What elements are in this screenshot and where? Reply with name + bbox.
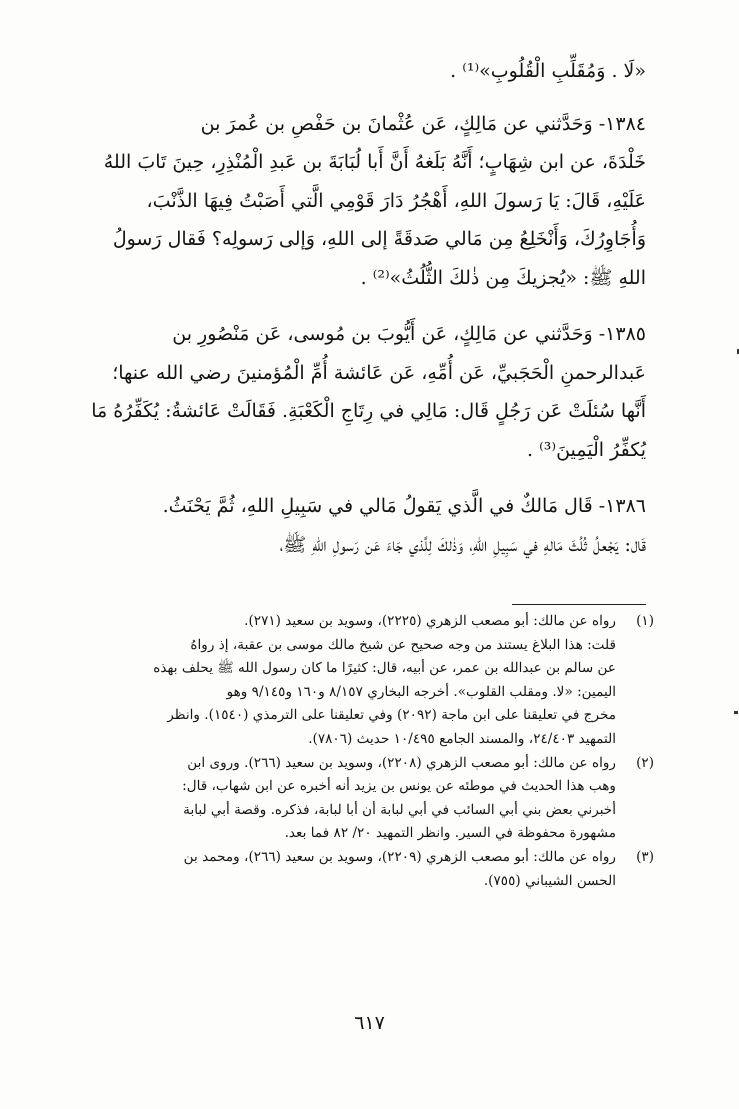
text-line: خَلْدَةَ، عن ابن شِهَابٍ؛ أَنَّهُ بَلَغهُ أَنَّ أَبا لُبَابَةَ بن عَبدِ الْمُنْذِرِ، حِينَ تَابَ اللهُ (103, 151, 646, 173)
footnote-number: (٣) (636, 848, 654, 865)
footnote-number: (٢) (636, 754, 654, 771)
text-line: ١٣٨٦- قَال مَالكٌ في الَّذي يَقولُ مَالي في سَبِيلِ اللهِ، ثُمَّ يَحْنَثُ. (162, 495, 646, 517)
text-line: عَلَيْهِ، قَالَ: يَا رَسولَ اللهِ، أَهْجُرُ دَارَ قَوْمِي الَّتي أَصَبْتُ فِيهَا الذَّنْبَ، (146, 189, 646, 212)
paragraph-1385 (84, 315, 646, 469)
footnote-line: قلت: هذا البلاغ يستند من وجه صحيح عن شيخ مالك موسى بن عقبة، إذ رواهُ (190, 636, 616, 653)
footnote-line: عن سالم بن عبدالله بن عمر، عن أبيه، قال: كثيرًا ما كان رسول الله ﷺ يحلف بهذه (153, 660, 616, 677)
text-line: «لَا . وَمُقَلِّبِ الْقُلُوبِ»⁽¹⁾ . (450, 60, 646, 82)
footnote-line: اليمين: «لا. ومقلب القلوب». أخرجه البخاري ٨/١٥٧ و١٦٠ و٩/١٤٥ وهو (226, 683, 616, 700)
footnote-divider (512, 604, 646, 605)
text-line: يُكفِّرُ الْيَمِينَ⁽³⁾ . (527, 438, 646, 461)
text-line: عَبدالرحمنِ الْحَجَبيِّ، عَن أُمِّهِ، عَن عَائشة أُمِّ الْمُؤمنينَ رضي الله عنها؛ (112, 361, 646, 384)
footnote-1 (94, 610, 654, 752)
text-line: ١٣٨٥- وَحَدَّثني عن مَالِكٍ، عَن أَيُّوبَ بن مُوسى، عَن مَنْصُورِ بن (172, 323, 646, 345)
footnote-3 (94, 846, 654, 893)
footnote-line: التمهيد ٢٤/٤٠٣، والمسند الجامع ١٠/٤٩٥ حديث (٧٨٠٦). (308, 730, 616, 747)
text-line: وَأُجَاوِرُكَ، وَأَنْخَلِعُ مِن مَالي صَدقَةً إلى اللهِ، وَإلى رَسولِه؟ فَقال رَسولُ (112, 228, 646, 250)
footnotes (94, 610, 654, 893)
footnote-line: أخبرني بعض بني أبي السائب في أبي لبابة أن أبا لبابة، فذكره. وقصة أبي لبابة (183, 801, 616, 818)
footnote-line: رواه عن مالك: أبو مصعب الزهري (٢٢٠٩)، وسويد بن سعيد (٢٦٦)، ومحمد بن (183, 848, 616, 865)
page-number: ٦١٧ (354, 1012, 385, 1034)
text-line: ١٣٨٤- وَحَدَّثني عن مَالِكٍ، عَن عُثْمانَ بن حَفْصِ بن عُمرَ بن (200, 112, 646, 135)
footnote-line: مشهورة محفوظة في السير. وانظر التمهيد ٢٠/ ٨٢ فما بعد. (284, 825, 616, 842)
footnote-line: الحسن الشيباني (٧٥٥). (483, 872, 616, 889)
text-line: قَال: يَجْعلُ ثُلُثَ مَالهِ في سَبِيلِ اللهِ، وَذٰلكَ لِلَّذي جَاءَ عَن رَسولِ اللهِ ﷺ، (279, 533, 646, 556)
footnote-line: رواه عن مالك: أبو مصعب الزهري (٢٢٠٨)، وسويد بن سعيد (٢٦٦). وروى ابن (187, 754, 616, 771)
paragraph-1384 (84, 105, 646, 298)
paragraph-continuation (84, 52, 646, 91)
footnote-text (94, 752, 616, 846)
text-line: أَنَّها سُئلَتْ عَن رَجُلٍ قَال: مَالِي في رِتَاجِ الْكَعْبَةِ. فَقَالَتْ عَائشةُ: يُكَفِّرُهُ مَا (91, 400, 646, 422)
footnote-text (94, 610, 616, 752)
footnote-number: (١) (636, 613, 654, 629)
margin-mark (734, 711, 738, 714)
footnote-line: رواه عن مالك: أبو مصعب الزهري (٢٢٢٥)، وسويد بن سعيد (٢٧١). (244, 613, 616, 629)
paragraph-1386 (84, 487, 646, 564)
text-line: اللهِ ﷺ: «يُجزيكَ مِن ذٰلكَ الثُّلُثُ»⁽²⁾ . (360, 266, 646, 289)
footnote-text (94, 846, 616, 893)
footnote-2 (94, 752, 654, 846)
footnote-line: مخرج في تعليقنا على ابن ماجة (٢٠٩٢) وفي تعليقنا على الترمذي (١٥٤٠). وانظر (167, 707, 616, 724)
footnote-line: وهب هذا الحديث في موطئه عن يونس بن يزيد أنه أخبره عن ابن شهاب، قال: (182, 778, 616, 795)
main-text (84, 52, 646, 582)
